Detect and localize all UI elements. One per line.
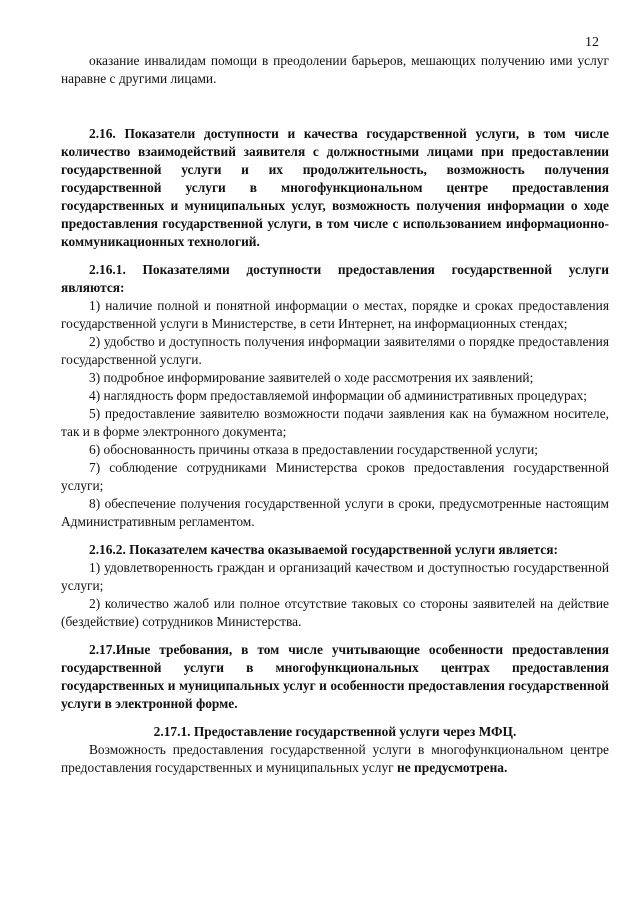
section-2-17-1-heading: 2.17.1. Предоставление государственной услуги через МФЦ. [153, 724, 517, 739]
section-2-16-heading: 2.16. Показатели доступности и качества государственной услуги, в том числе количество взаимодействий заявителя с должностными лицами при предоставлении государственной услуги и их продолжительность, возможность получения государственной услуги в многофункциональном центре предоставления государственных и муниципальных услуг, возможность получения информации о ходе предоставления государственной услуги, в том числе с использованием информационно-коммуникационных технологий. [61, 126, 609, 249]
list-item: 8) обеспечение получения государственной услуги в сроки, предусмотренные настоящим Административным регламентом. [61, 496, 609, 529]
list-item: 1) удовлетворенность граждан и организаций качеством и доступностью государственной услуги; [61, 560, 609, 593]
intro-paragraph: оказание инвалидам помощи в преодолении барьеров, мешающих получению ими услуг наравне с другими лицами. [61, 53, 609, 86]
section-2-17-heading: 2.17.Иные требования, в том числе учитывающие особенности предоставления государственной услуги в многофункциональных центрах предоставления государственных и муниципальных услуг и особенности предоставления государственной услуги в электронной форме. [61, 642, 609, 711]
section-2-17-1-text [61, 741, 609, 777]
list-item: 5) предоставление заявителю возможности подачи заявления как на бумажном носителе, так и в форме электронного документа; [61, 406, 609, 439]
list-item: 2) количество жалоб или полное отсутствие таковых со стороны заявителей на действие (бездействие) сотрудников Министерства. [61, 596, 609, 629]
mfc-text: Возможность предоставления государственной услуги в многофункциональном центре предоставления государственных и муниципальных услуг [61, 742, 609, 775]
section-2-16-2-heading: 2.16.2. Показателем качества оказываемой государственной услуги является: [89, 542, 558, 557]
mfc-text-bold: не предусмотрена. [397, 760, 508, 775]
list-item: 1) наличие полной и понятной информации о местах, порядке и сроках предоставления государственной услуги в Министерстве, в сети Интернет, на информационных стендах; [61, 298, 609, 331]
section-2-16-1-heading: 2.16.1. Показателями доступности предоставления государственной услуги являются: [61, 262, 609, 295]
list-item: 2) удобство и доступность получения информации заявителями о порядке предоставления государственной услуги. [61, 334, 609, 367]
document-body [61, 52, 609, 777]
list-item: 7) соблюдение сотрудниками Министерства сроков предоставления государственной услуги; [61, 460, 609, 493]
list-item: 4) наглядность форм предоставляемой информации об административных процедурах; [89, 388, 587, 403]
list-item: 6) обоснованность причины отказа в предоставлении государственной услуги; [89, 442, 539, 457]
list-item: 3) подробное информирование заявителей о ходе рассмотрения их заявлений; [89, 370, 534, 385]
page-number: 12 [585, 35, 599, 50]
